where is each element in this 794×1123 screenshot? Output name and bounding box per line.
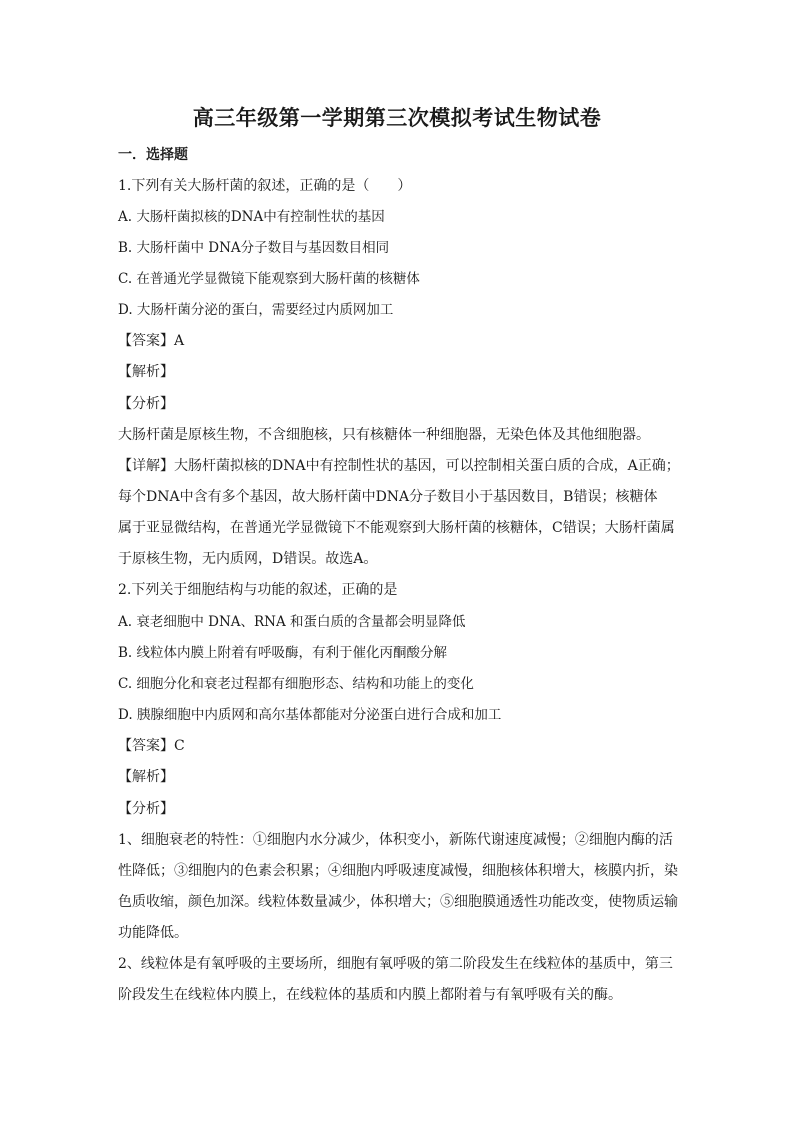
q2-fenxi-line-3: 色质收缩，颜色加深。线粒体数量减少，体积增大；⑤细胞膜通透性功能改变，使物质运输 <box>118 894 678 910</box>
q2-analysis-label: 【解析】 <box>118 769 174 785</box>
q1-stem: 1.下列有关大肠杆菌的叙述，正确的是（ ） <box>118 178 412 194</box>
q2-fenxi-line-6: 阶段发生在线粒体内膜上，在线粒体的基质和内膜上都附着与有氧呼吸有关的酶。 <box>118 987 622 1003</box>
q1-detail-line-3: 属于亚显微结构，在普通光学显微镜下不能观察到大肠杆菌的核糖体，C错误；大肠杆菌属 <box>118 520 675 536</box>
q2-option-a: A. 衰老细胞中 DNA、RNA 和蛋白质的含量都会明显降低 <box>118 614 466 630</box>
q1-fenxi-label: 【分析】 <box>118 396 174 412</box>
q1-detail-line-1: 【详解】大肠杆菌拟核的DNA中有控制性状的基因，可以控制相关蛋白质的合成，A正确； <box>118 458 680 474</box>
q1-detail-line-4: 于原核生物，无内质网，D错误。故选A。 <box>118 551 378 567</box>
q2-fenxi-line-1: 1、细胞衰老的特性：①细胞内水分减少，体积变小，新陈代谢速度减慢；②细胞内酶的活 <box>118 832 673 848</box>
q2-answer: 【答案】C <box>118 738 185 754</box>
page-title: 高三年级第一学期第三次模拟考试生物试卷 <box>192 105 602 130</box>
q2-option-b: B. 线粒体内膜上附着有呼吸酶，有利于催化丙酮酸分解 <box>118 645 448 661</box>
q2-fenxi-line-2: 性降低；③细胞内的色素会积累；④细胞内呼吸速度减慢，细胞核体积增大，核膜内折，染 <box>118 863 678 879</box>
q1-option-d: D. 大肠杆菌分泌的蛋白，需要经过内质网加工 <box>118 302 394 318</box>
q2-fenxi-line-4: 功能降低。 <box>118 925 188 941</box>
q1-option-b: B. 大肠杆菌中 DNA分子数目与基因数目相同 <box>118 240 390 256</box>
q2-option-d: D. 胰腺细胞中内质网和高尔基体都能对分泌蛋白进行合成和加工 <box>118 707 502 723</box>
q1-detail-line-2: 每个DNA中含有多个基因，故大肠杆菌中DNA分子数目小于基因数目，B错误；核糖体 <box>118 489 658 505</box>
q2-fenxi-line-5: 2、线粒体是有氧呼吸的主要场所，细胞有氧呼吸的第二阶段发生在线粒体的基质中，第三 <box>118 956 673 972</box>
section-heading: 一．选择题 <box>118 147 188 163</box>
q1-answer: 【答案】A <box>118 333 185 349</box>
q2-stem: 2.下列关于细胞结构与功能的叙述，正确的是 <box>118 582 398 598</box>
q1-option-a: A. 大肠杆菌拟核的DNA中有控制性状的基因 <box>118 209 385 225</box>
q2-option-c: C. 细胞分化和衰老过程都有细胞形态、结构和功能上的变化 <box>118 676 474 692</box>
q1-analysis-label: 【解析】 <box>118 364 174 380</box>
q1-option-c: C. 在普通光学显微镜下能观察到大肠杆菌的核糖体 <box>118 271 420 287</box>
q1-fenxi-text: 大肠杆菌是原核生物，不含细胞核，只有核糖体一种细胞器，无染色体及其他细胞器。 <box>118 427 650 443</box>
q2-fenxi-label: 【分析】 <box>118 801 174 817</box>
